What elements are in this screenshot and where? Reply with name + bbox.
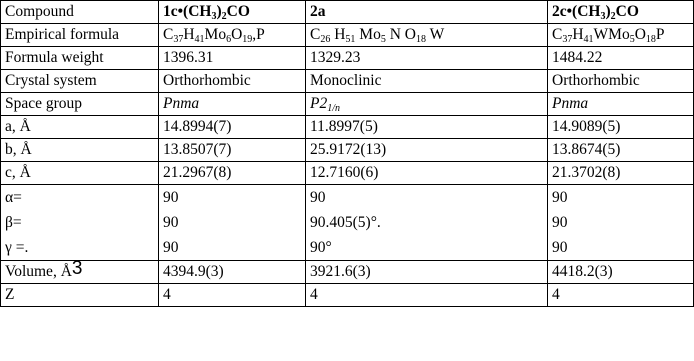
row-label: Crystal system bbox=[1, 70, 159, 93]
beta-label: β= bbox=[5, 214, 22, 231]
header-compound-1: $1c•(CH_3)_2CO$ bbox=[159, 1, 306, 24]
formula-weight-row bbox=[1, 47, 694, 70]
cell-b-row bbox=[1, 139, 694, 162]
gamma-value: 90 bbox=[163, 239, 179, 256]
formula-compound-3: $C_{37}H_{41}WMo_5O_{18}P$ bbox=[548, 24, 694, 47]
row-label: b, Å bbox=[1, 139, 159, 162]
system-compound-2: Monoclinic bbox=[306, 70, 548, 93]
weight-compound-1: 1396.31 bbox=[159, 47, 306, 70]
gamma-label: γ =. bbox=[5, 239, 29, 256]
beta-value: 90 bbox=[163, 214, 179, 231]
space-compound-1: Pnma bbox=[159, 93, 306, 116]
cell-a-row bbox=[1, 116, 694, 139]
empirical-formula-row bbox=[1, 24, 694, 47]
b-compound-2: 25.9172(13) bbox=[306, 139, 548, 162]
alpha-value: 90 bbox=[552, 189, 568, 206]
c-compound-3: 21.3702(8) bbox=[548, 162, 694, 185]
header-compound-2: 2a bbox=[306, 1, 548, 24]
z-compound-1: 4 bbox=[159, 284, 306, 307]
space-group-row bbox=[1, 93, 694, 116]
alpha-value: 90 bbox=[310, 189, 326, 206]
c-compound-1: 21.2967(8) bbox=[159, 162, 306, 185]
b-compound-3: 13.8674(5) bbox=[548, 139, 694, 162]
a-compound-2: 11.8997(5) bbox=[306, 116, 548, 139]
z-row bbox=[1, 284, 694, 307]
gamma-value: 90 bbox=[552, 239, 568, 256]
alpha-value: 90 bbox=[163, 189, 179, 206]
cell-c-row bbox=[1, 162, 694, 185]
row-label: Z bbox=[1, 284, 159, 307]
a-compound-3: 14.9089(5) bbox=[548, 116, 694, 139]
volume-row bbox=[1, 261, 694, 284]
formula-compound-2: $C_{26}$ $H_{51}$ $Mo_5$ N $O_{18}$ W bbox=[306, 24, 548, 47]
angles-compound-1 bbox=[159, 185, 306, 261]
formula-compound-1: $C_{37}H_{41}Mo_6O_{19},P$ bbox=[159, 24, 306, 47]
row-label: Empirical formula bbox=[1, 24, 159, 47]
z-compound-3: 4 bbox=[548, 284, 694, 307]
angles-compound-3 bbox=[548, 185, 694, 261]
angles-compound-2 bbox=[306, 185, 548, 261]
row-label: Volume, Å3 bbox=[1, 261, 159, 284]
row-label: Space group bbox=[1, 93, 159, 116]
volume-compound-3: 4418.2(3) bbox=[548, 261, 694, 284]
row-label: c, Å bbox=[1, 162, 159, 185]
weight-compound-2: 1329.23 bbox=[306, 47, 548, 70]
space-compound-3: Pnma bbox=[548, 93, 694, 116]
system-compound-3: Orthorhombic bbox=[548, 70, 694, 93]
space-compound-2: $P2_{1/n}$ bbox=[306, 93, 548, 116]
b-compound-1: 13.8507(7) bbox=[159, 139, 306, 162]
volume-compound-1: 4394.9(3) bbox=[159, 261, 306, 284]
alpha-label: α= bbox=[5, 189, 22, 206]
header-row bbox=[1, 1, 694, 24]
weight-compound-3: 1484.22 bbox=[548, 47, 694, 70]
volume-compound-2: 3921.6(3) bbox=[306, 261, 548, 284]
crystal-system-row bbox=[1, 70, 694, 93]
system-compound-1: Orthorhombic bbox=[159, 70, 306, 93]
a-compound-1: 14.8994(7) bbox=[159, 116, 306, 139]
gamma-value: 90° bbox=[310, 239, 332, 256]
c-compound-2: 12.7160(6) bbox=[306, 162, 548, 185]
z-compound-2: 4 bbox=[306, 284, 548, 307]
row-label: Formula weight bbox=[1, 47, 159, 70]
row-label: a, Å bbox=[1, 116, 159, 139]
beta-value: 90 bbox=[552, 214, 568, 231]
angle-labels bbox=[1, 185, 159, 261]
beta-value: 90.405(5)°. bbox=[310, 214, 381, 231]
header-label: Compound bbox=[1, 1, 159, 24]
angles-row bbox=[1, 185, 694, 261]
header-compound-3: $2c•(CH_3)_2CO$ bbox=[548, 1, 694, 24]
